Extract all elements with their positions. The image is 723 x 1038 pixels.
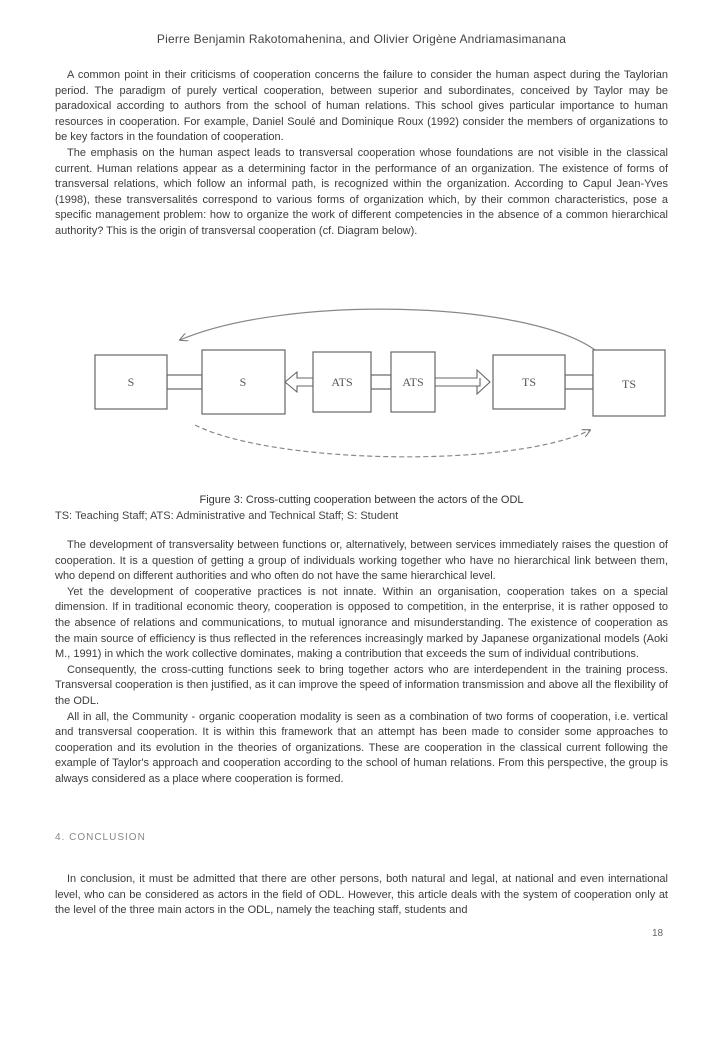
paragraph: A common point in their criticisms of cooperation concerns the failure to consider the human aspect during the Taylorian period. The paradigm of purely vertical cooperation, between superior and subordinates, conceived by Taylor may be paradoxical according to authors from the school of human relations. This school gives particular importance to human resources in cooperation. For example, Daniel Soulé and Dominique Roux (1992) consider the members of organizations to be key factors in the foundation of cooperation. [55,69,668,144]
box-label: S [239,375,247,389]
running-header: Pierre Benjamin Rakotomahenina, and Olivier Origène Andriamasimanana [156,32,567,46]
section-heading: 4. CONCLUSION [55,832,146,843]
connector-ats-ats [371,375,391,389]
paragraph: The emphasis on the human aspect leads to transversal cooperation whose foundations are not visible in the classical current. Human relations appear as a determining factor in the performance of an organization. The existence of forms of transversal relations, which follow an informal path, is recognized within the organization. According to Capul Jean-Yves (1998), these transversalités correspond to various forms of organization which, by their common characteristics, pose a specific management problem: how to organize the work of different competencies in the absence of a common hierarchical authority? This is the origin of transversal cooperation (cf. Diagram below). [55,146,668,237]
paragraph: All in all, the Community - organic cooperation modality is seen as a combination of two forms of cooperation, i.e. vertical and transversal cooperation. It is within this framework that an attempt has been made to consider some approaches to cooperation and its evolution in the theories of organizations. These are cooperation in the classical current following the example of Taylor's approach and cooperation according to the school of human relations. From this perspective, the group is always considered as a place where cooperation is formed. [55,710,668,785]
top-curve-arrow [180,309,595,350]
figure-caption: Figure 3: Cross-cutting cooperation between the actors of the ODL [199,494,524,506]
intro-text [55,68,668,240]
bottom-curve-arrow [195,425,590,457]
body-text [55,538,668,788]
connector-s-s [167,375,202,389]
box-label: ATS [402,375,424,389]
double-arrow-left [285,372,313,392]
connector-ts-ts [565,375,593,389]
paragraph: In conclusion, it must be admitted that there are other persons, both natural and legal, at national and even international level, who can be considered as actors in the field of ODL. However, this article deals with the system of cooperation only at the level of the three main actors in the ODL, namely the teaching staff, students and [55,873,668,917]
box-label: ATS [331,375,353,389]
box-label: S [127,375,135,389]
double-arrow-right [435,370,490,394]
box-label: TS [521,375,537,389]
conclusion-text [55,872,668,919]
figure-legend: TS: Teaching Staff; ATS: Administrative and Technical Staff; S: Student [55,510,399,522]
page-number: 18 [652,928,664,939]
paragraph: The development of transversality between functions or, alternatively, between services immediately raises the question of cooperation. It is a question of getting a group of individuals working together who have no hierarchical link between them, who depend on different authorities and who often do not have the same hierarchical level. [55,539,668,583]
paragraph: Consequently, the cross-cutting functions seek to bring together actors who are interdependent in the training process. Transversal cooperation is then justified, as it can improve the speed of information transmission and above all the flexibility of the ODL. [55,663,668,707]
cooperation-diagram [85,290,675,480]
box-label: TS [621,377,637,391]
paragraph: Yet the development of cooperative practices is not innate. Within an organisation, cooperation takes on a special dimension. If in traditional economic theory, cooperation is opposed to competition, in the enterprise, it is rather opposed to the absence of relations and communications, to mutual ignorance and misunderstanding. The existence of cooperation as the main source of efficiency is thus reflected in the references increasingly marked by Japanese organizational models (Aoki M., 1991) in which the work collective dominates, making a contribution that exceeds the sum of individual contributions. [55,585,668,661]
